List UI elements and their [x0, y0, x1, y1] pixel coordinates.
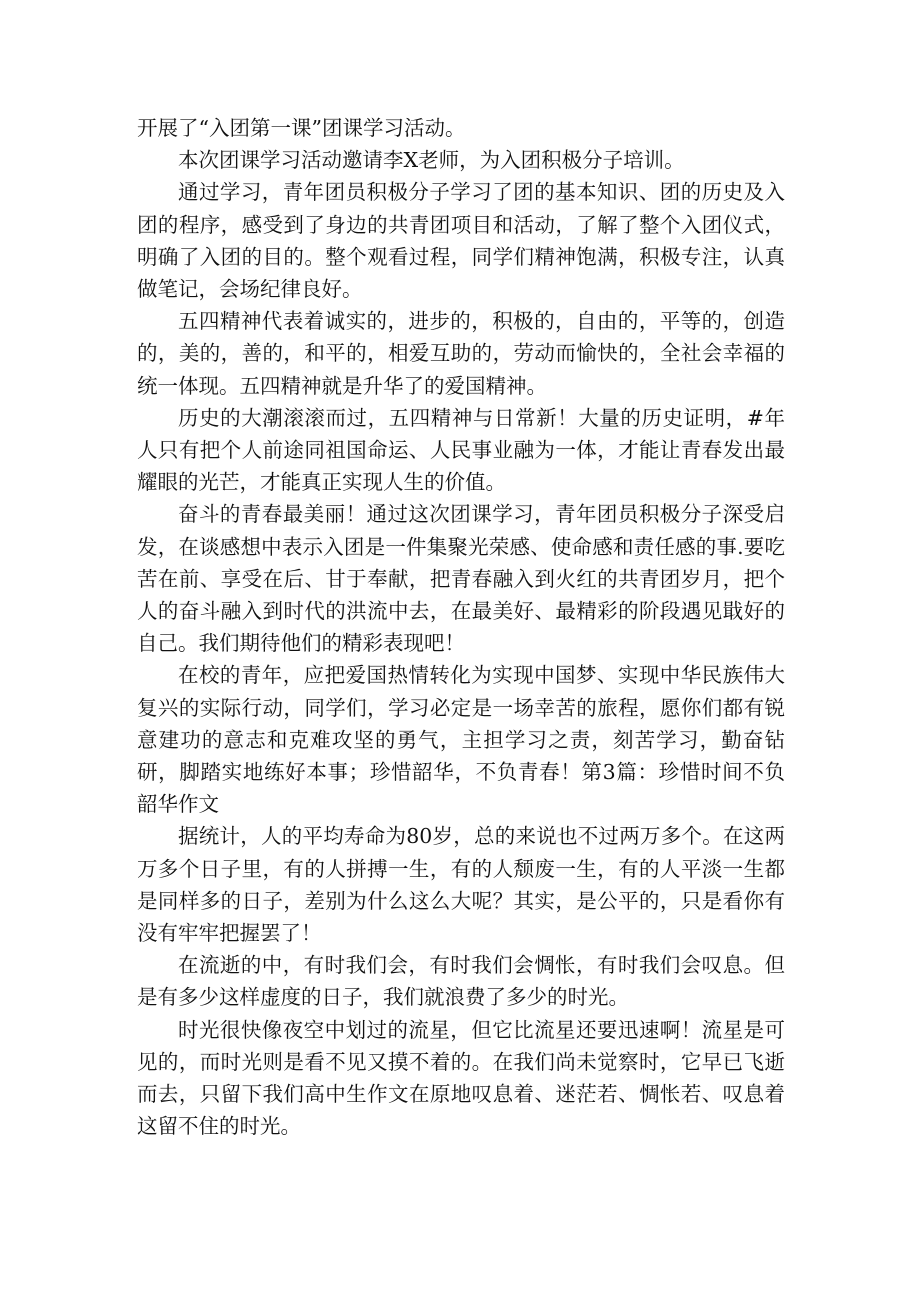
- paragraph: 奋斗的青春最美丽！通过这次团课学习，青年团员积极分子深受启发，在谈感想中表示入团是一件集聚光荣感、使命感和责任感的事.要吃苦在前、享受在后、甘于奉献，把青春融入到火红的共青团岁月，把个人的奋斗融入到时代的洪流中去，在最美好、最精彩的阶段遇见戢好的自己。我们期待他们的精彩表现吧！: [137, 502, 785, 656]
- paragraph: 开展了“入团第一课”团课学习活动。: [137, 116, 466, 140]
- paragraph: 本次团课学习活动邀请李X老师，为入团积极分子培训。: [178, 148, 685, 173]
- paragraph: 在流逝的中，有时我们会，有时我们会惆怅，有时我们会叹息。但是有多少这样虚度的日子，我们就浪费了多少的时光。: [137, 953, 785, 1010]
- document-body: [137, 112, 785, 1143]
- paragraph: 在校的青年，应把爱国热情转化为实现中国梦、实现中华民族伟大复兴的实际行动，同学们，学习必定是一场幸苦的旅程，愿你们都有锐意建功的意志和克难攻坚的勇气，主担学习之责，刻苦学习，勤奋钻研，脚踏实地练好本事；珍惜韶华，不负青春！第3篇：珍惜时间不负韶华作文: [137, 663, 785, 817]
- paragraph: 通过学习，青年团员积极分子学习了团的基本知识、团的历史及入团的程序，感受到了身边的共青团项目和活动，了解了整个入团仪式，明确了入团的目的。整个观看过程，同学们精神饱满，积极专注，认真做笔记，会场纪律良好。: [137, 180, 785, 302]
- paragraph: 据统计，人的平均寿命为80岁，总的来说也不过两万多个。在这两万多个日子里，有的人拼搏一生，有的人颓废一生，有的人平淡一生都是同样多的日子，差别为什么这么大呢？其实，是公平的，只是看你有没有牢牢把握罢了！: [137, 824, 785, 946]
- paragraph: 五四精神代表着诚实的，进步的，积极的，自由的，平等的，创造的，美的，善的，和平的，相爱互助的，劳动而愉快的，全社会幸福的统一体现。五四精神就是升华了的爱国精神。: [137, 309, 785, 398]
- paragraph: 时光很快像夜空中划过的流星，但它比流星还要迅速啊！流星是可见的，而时光则是看不见又摸不着的。在我们尚未觉察时，它早已飞逝而去，只留下我们高中生作文在原地叹息着、迷茫若、惆怅若、叹息着这留不住的时光。: [137, 1017, 785, 1139]
- paragraph: 历史的大潮滚滚而过，五四精神与日常新！大量的历史证明，#年人只有把个人前途同祖国命运、人民事业融为一体，才能让青春发出最耀眼的光芒，才能真正实现人生的价值。: [137, 405, 785, 495]
